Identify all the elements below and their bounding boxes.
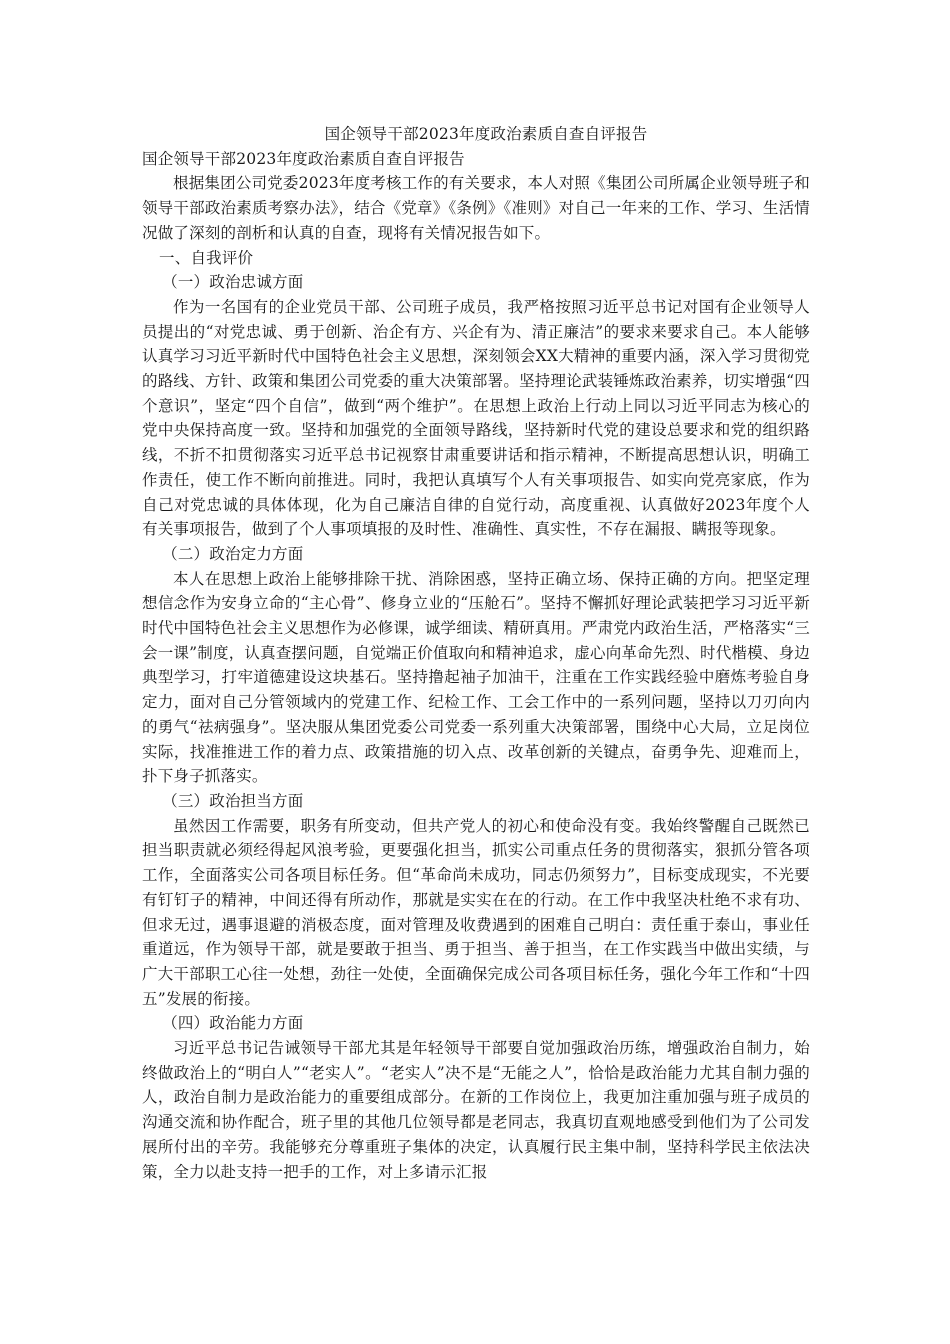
subheading-political-resolve: （二）政治定力方面	[162, 544, 304, 563]
paragraph-political-responsibility: 虽然因工作需要，职务有所变动，但共产党人的初心和使命没有变。我始终警醒自己既然已担当职责就必须经得起风浪考验，更要强化担当，抓实公司重点任务的贯彻落实，狠抓分管各项工作，全面落实公司各项目标任务。但“革命尚未成功，同志仍须努力”，目标变成现实，不光要有钉钉子的精神，中间还得有所动作，那就是实实在在的行动。在工作中我坚决杜绝不求有功、但求无过，遇事退避的消极态度，面对管理及收费遇到的困难自己明白：责任重于泰山，事业任重道远，作为领导干部，就是要敢于担当、勇于担当、善于担当，在工作实践当中做出实绩，与广大干部职工心往一处想，劲往一处使，全面确保完成公司各项目标任务，强化今年工作和“十四五”发展的衔接。	[142, 816, 810, 1008]
document-title: 国企领导干部2023年度政治素质自查自评报告	[324, 125, 648, 143]
subheading-political-loyalty: （一）政治忠诚方面	[162, 273, 304, 292]
subheading-political-capability: （四）政治能力方面	[162, 1014, 304, 1033]
paragraph-political-resolve: 本人在思想上政治上能够排除干扰、消除困惑，坚持正确立场、保持正确的方向。把坚定理想信念作为安身立命的“主心骨”、修身立业的“压舱石”。坚持不懈抓好理论武装把学习习近平新时代中国特色社会主义思想作为必修课，诚学细读、精研真用。严肃党内政治生活，严格落实“三会一课”制度，认真查摆问题，自觉端正价值取向和精神追求，虚心向革命先烈、时代楷模、身边典型学习，打牢道德建设这块基石。坚持撸起袖子加油干，注重在工作实践经验中磨炼考验自身定力，面对自己分管领域内的党建工作、纪检工作、工会工作中的一系列问题，坚持以刀刃向内的勇气“祛病强身”。坚决服从集团党委公司党委一系列重大决策部署，围绕中心大局，立足岗位实际，找准推进工作的着力点、政策措施的切入点、改革创新的关键点，奋勇争先、迎难而上，扑下身子抓落实。	[142, 569, 810, 786]
document-subtitle: 国企领导干部2023年度政治素质自查自评报告	[142, 149, 465, 168]
section-heading-self-evaluation: 一、自我评价	[159, 248, 254, 267]
document-body	[142, 122, 810, 1184]
subheading-political-responsibility: （三）政治担当方面	[162, 791, 304, 810]
paragraph-political-loyalty: 作为一名国有的企业党员干部、公司班子成员，我严格按照习近平总书记对国有企业领导人员提出的“对党忠诚、勇于创新、治企有方、兴企有为、清正廉洁”的要求来要求自己。本人能够认真学习习近平新时代中国特色社会主义思想，深刻领会XX大精神的重要内涵，深入学习贯彻党的路线、方针、政策和集团公司党委的重大决策部署。坚持理论武装锤炼政治素养，切实增强“四个意识”，坚定“四个自信”，做到“两个维护”。在思想上政治上行动上同以习近平同志为核心的党中央保持高度一致。坚持和加强党的全面领导路线，坚持新时代党的建设总要求和党的组织路线，不折不扣贯彻落实习近平总书记视察甘肃重要讲话和指示精神，不断提高思想认识，明确工作责任，使工作不断向前推进。同时，我把认真填写个人有关事项报告、如实向党亮家底，作为自己对党忠诚的具体体现，化为自己廉洁自律的自觉行动，高度重视、认真做好2023年度个人有关事项报告，做到了个人事项填报的及时性、准确性、真实性，不存在漏报、瞒报等现象。	[142, 297, 810, 539]
intro-paragraph: 根据集团公司党委2023年度考核工作的有关要求，本人对照《集团公司所属企业领导班子和领导干部政治素质考察办法》，结合《党章》《条例》《准则》对自己一年来的工作、学习、生活情况做了深刻的剖析和认真的自查，现将有关情况报告如下。	[142, 174, 810, 242]
paragraph-political-capability: 习近平总书记告诫领导干部尤其是年轻领导干部要自觉加强政治历练，增强政治自制力，始终做政治上的“明白人”“老实人”。“老实人”决不是“无能之人”，恰恰是政治能力尤其自制力强的人，政治自制力是政治能力的重要组成部分。在新的工作岗位上，我更加注重加强与班子成员的沟通交流和协作配合，班子里的其他几位领导都是老同志，我真切直观地感受到他们为了公司发展所付出的辛劳。我能够充分尊重班子集体的决定，认真履行民主集中制，坚持科学民主依法决策，全力以赴支持一把手的工作，对上多请示汇报	[142, 1039, 810, 1181]
